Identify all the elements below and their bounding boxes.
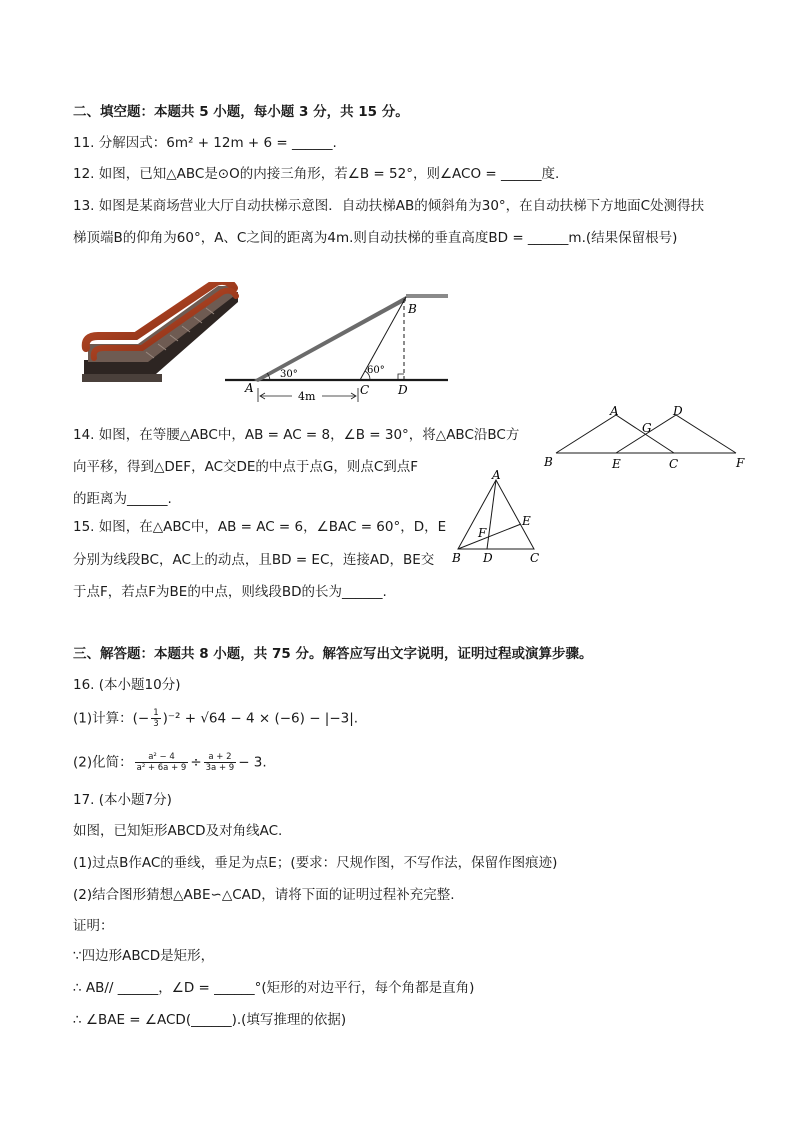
question-11: 11. 分解因式：6m² + 12m + 6 = ______. — [73, 135, 337, 151]
fraction-numerator: a² − 4 — [135, 752, 189, 763]
question-17-line-1: 如图，已知矩形ABCD及对角线AC. — [73, 823, 283, 839]
question-15-line-3: 于点F，若点F为BE的中点，则线段BD的长为______. — [73, 584, 387, 600]
q16-p1-suffix: )⁻² + √64 − 4 × (−6) − |−3|. — [162, 710, 359, 727]
fig14-A: A — [610, 404, 619, 418]
angle-30-label: 30° — [280, 369, 298, 380]
fraction-numerator: 1 — [153, 708, 159, 718]
fig15-C: C — [530, 551, 540, 565]
section-2-header: 二、填空题：本题共 5 小题，每小题 3 分，共 15 分。 — [73, 104, 409, 120]
triangle-ABC — [556, 415, 674, 453]
question-17-title: 17. (本小题7分) — [73, 792, 172, 808]
fraction-denominator: a² + 6a + 9 — [136, 763, 187, 773]
fig15-F: F — [478, 526, 487, 540]
q16-p1-prefix: (1)计算：(− — [73, 710, 150, 727]
question-14-line-3: 的距离为______. — [73, 491, 172, 507]
q16-p2-fraction-2 — [204, 752, 237, 773]
question-17-line-2: (1)过点B作AC的垂线，垂足为点E；(要求：尺规作图，不写作法，保留作图痕迹) — [73, 855, 558, 871]
fig15-A: A — [492, 468, 501, 482]
question-15-line-2: 分别为线段BC，AC上的动点，且BD = EC，连接AD，BE交 — [73, 552, 435, 568]
fraction-denominator: 3a + 9 — [205, 763, 235, 773]
fig15-B: B — [452, 551, 461, 565]
question-17-line-3: (2)结合图形猜想△ABE∽△CAD，请将下面的证明过程补充完整. — [73, 887, 455, 903]
escalator-photo — [76, 282, 241, 384]
angle-60-label: 60° — [367, 365, 385, 376]
fraction-denominator: 3 — [153, 719, 159, 729]
fig14-D: D — [673, 404, 683, 418]
fig14-F: F — [736, 456, 745, 470]
question-16-part-2 — [73, 752, 267, 773]
q16-p2-fraction-1 — [135, 752, 189, 773]
question-12: 12. 如图，已知△ABC是⊙O的内接三角形，若∠B = 52°，则∠ACO = ______度. — [73, 166, 560, 182]
question-15-line-1: 15. 如图，在△ABC中，AB = AC = 6，∠BAC = 60°，D，E — [73, 519, 447, 535]
fig14-C: C — [669, 457, 679, 471]
question-14-line-1: 14. 如图，在等腰△ABC中，AB = AC = 8，∠B = 30°，将△ABC沿BC方 — [73, 427, 520, 443]
question-13-line-1: 13. 如图是某商场营业大厅自动扶梯示意图．自动扶梯AB的倾斜角为30°，在自动扶梯下方地面C处测得扶 — [73, 198, 705, 214]
segment-AD — [487, 480, 496, 549]
fig14-B: B — [544, 455, 553, 469]
fig15-D: D — [483, 551, 493, 565]
question-17-line-5: ∵四边形ABCD是矩形， — [73, 948, 215, 964]
point-B-label: B — [408, 302, 417, 316]
point-D-label: D — [398, 383, 408, 397]
question-17-line-7: ∴ ∠BAE = ∠ACD(______).(填写推理的依据) — [73, 1012, 347, 1028]
question-17-line-6: ∴ AB// ______，∠D = ______°(矩形的对边平行，每个角都是直角) — [73, 980, 475, 996]
fig15-E: E — [522, 514, 531, 528]
fig14-G: G — [642, 421, 652, 435]
q16-p2-operator: ÷ — [190, 754, 202, 771]
question-13-line-2: 梯顶端B的仰角为60°，A、C之间的距离为4m.则自动扶梯的垂直高度BD = ______m.(结果保留根号) — [73, 230, 678, 246]
q16-p2-prefix: (2)化简： — [73, 754, 133, 771]
fraction-numerator: a + 2 — [204, 752, 237, 763]
point-C-label: C — [360, 383, 370, 397]
question-14-line-2: 向平移，得到△DEF，AC交DE的中点于点G，则点C到点F — [73, 459, 419, 475]
point-A-label: A — [245, 381, 254, 395]
escalator-diagram — [220, 285, 455, 410]
question-16-title: 16. (本小题10分) — [73, 677, 181, 693]
fig14-E: E — [612, 457, 621, 471]
q16-p1-fraction — [151, 708, 160, 729]
distance-4m-label: 4m — [298, 390, 316, 403]
q16-p2-suffix: − 3. — [238, 754, 267, 771]
translation-diagram — [540, 400, 755, 472]
question-16-part-1 — [73, 708, 358, 729]
triangle-DEF — [616, 415, 736, 453]
section-3-header: 三、解答题：本题共 8 小题，共 75 分。解答应写出文字说明，证明过程或演算步骤。 — [73, 646, 593, 662]
question-17-line-4: 证明： — [73, 918, 114, 934]
triangle-diagram — [448, 466, 548, 569]
